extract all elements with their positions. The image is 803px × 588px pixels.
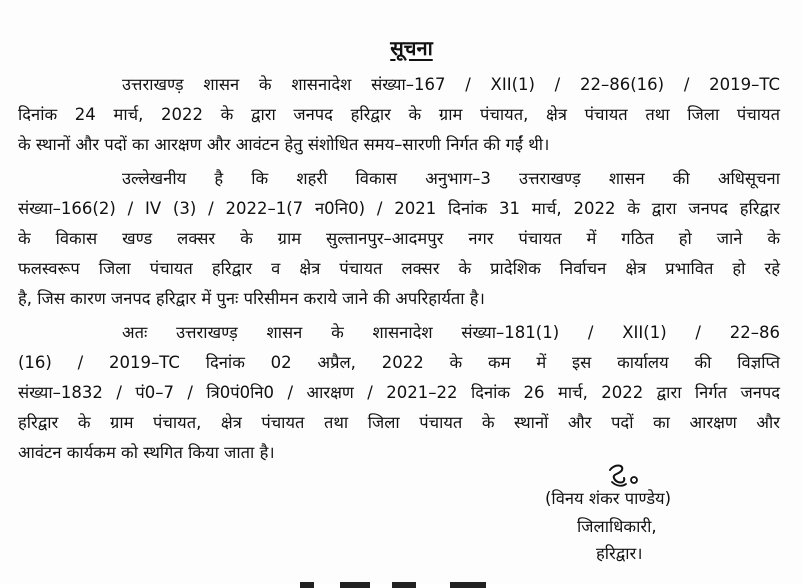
cropped-text-fragment [300, 574, 500, 588]
para3-line-1: अतः उत्तराखण्ड़ शासन के शासनादेश संख्या–181(1) / XII(1) / 22–86 [122, 323, 780, 342]
para2-line-3: के विकास खण्ड लक्सर के ग्राम सुल्तानपुर–आदमपुर नगर पंचायत में गठित हो जाने के [18, 229, 780, 248]
notice-title: सूचना [390, 36, 433, 60]
para3-line-2: (16) / 2019–TC दिनांक 02 अप्रैल, 2022 के कम में इस कार्यालय की विज्ञप्ति [18, 353, 780, 372]
para1-line-3: के स्थानों और पदों का आरक्षण और आवंटन हेतु संशोधित समय–सारणी निर्गत की गईं थी। [18, 135, 550, 154]
para2-line-2: संख्या–166(2) / IV (3) / 2022–1(7 न0नि0) / 2021 दिनांक 31 मार्च, 2022 के द्वारा जनपद हरिद्वार [18, 199, 780, 218]
para3-line-5: आवंटन कार्यकम को स्थगित किया जाता है। [18, 443, 275, 462]
para2-line-1: उल्लेखनीय है कि शहरी विकास अनुभाग–3 उत्तराखण्ड़ शासन की अधिसूचना [122, 169, 780, 188]
signatory-name: (विनय शंकर पाण्डेय) [545, 489, 672, 508]
para2-line-5: है, जिस कारण जनपद हरिद्वार में पुनः परिसीमन कराये जाने की अपरिहार्यता है। [18, 289, 485, 308]
para1-line-1: उत्तराखण्ड़ शासन के शासनादेश संख्या–167 / XII(1) / 22–86(16) / 2019–TC [122, 75, 780, 94]
para1-line-2: दिनांक 24 मार्च, 2022 के द्वारा जनपद हरिद्वार के ग्राम पंचायत, क्षेत्र पंचायत तथा जिला पंचायत [18, 105, 780, 124]
signatory-place: हरिद्वार। [596, 544, 643, 563]
para2-line-4: फलस्वरूप जिला पंचायत हरिद्वार व क्षेत्र पंचायत लक्सर के प्रादेशिक निर्वाचन क्षेत्र प्रभावित हो रहे [18, 259, 780, 278]
para3-line-3: संख्या–1832 / पं0–7 / त्रि0पं0नि0 / आरक्षण / 2021–22 दिनांक 26 मार्च, 2022 द्वारा निर्गत जनपद [18, 383, 780, 402]
para3-line-4: हरिद्वार के ग्राम पंचायत, क्षेत्र पंचायत तथा जिला पंचायत के स्थानों और पदों का आरक्षण और [18, 413, 780, 432]
signatory-designation: जिलाधिकारी, [577, 517, 657, 536]
